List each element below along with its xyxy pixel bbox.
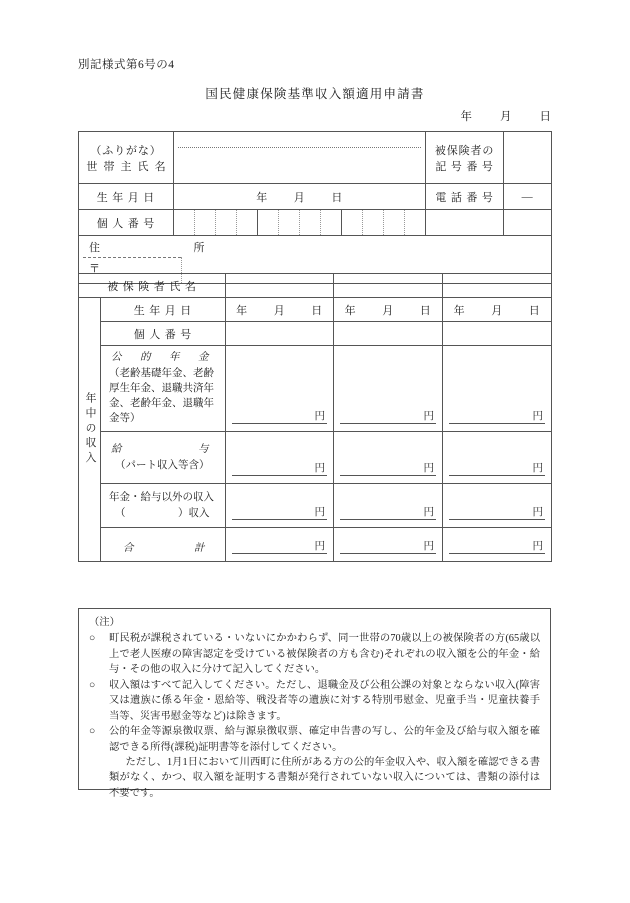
yen-unit: 円 bbox=[423, 411, 434, 422]
amount-underline bbox=[232, 475, 327, 476]
birthdate-day-label: 日 bbox=[331, 191, 343, 204]
yen-unit: 円 bbox=[532, 463, 543, 474]
amount-underline bbox=[449, 423, 545, 424]
other-income-amount-1[interactable] bbox=[226, 484, 334, 528]
householder-name-input[interactable] bbox=[174, 132, 426, 184]
member-mynumber-input-3[interactable] bbox=[443, 322, 552, 346]
notes-heading: （注） bbox=[89, 617, 120, 628]
other-income-amount-2[interactable] bbox=[334, 484, 443, 528]
note-text: 収入額はすべて記入してください。ただし、退職金及び公租公課の対象とならない収入(障害又は遺族に係る年金・恩給等、戦没者等の遺族に対する特別弔慰金、児童手当・児童扶養手当等、災害弔慰金等など)は除きます。 bbox=[109, 679, 540, 722]
member-birthdate-input-1[interactable] bbox=[226, 298, 334, 322]
total-amount-2[interactable] bbox=[334, 528, 443, 562]
yen-unit: 円 bbox=[532, 411, 543, 422]
table-row bbox=[79, 484, 552, 528]
note-item bbox=[89, 724, 540, 801]
table-row bbox=[79, 210, 552, 236]
member-mynumber-input-1[interactable] bbox=[226, 322, 334, 346]
table-row bbox=[79, 432, 552, 484]
date-year-label: 年 bbox=[460, 111, 472, 123]
furigana-dotted-line bbox=[178, 147, 421, 148]
other-income-title: 年金・給与以外の収入 bbox=[109, 492, 214, 504]
yen-unit: 円 bbox=[423, 507, 434, 518]
salary-char-1: 給 bbox=[111, 444, 123, 456]
yen-unit: 円 bbox=[532, 541, 543, 552]
notes-box bbox=[78, 608, 551, 799]
total-title bbox=[109, 533, 219, 556]
address-dotted-line bbox=[83, 257, 181, 258]
note-text-main: 公的年金等源泉徴収票、給与源泉徴収票、確定申告書の写し、公的年金及び給与収入額を確認できる所得(課税)証明書等を添付してください。 bbox=[109, 726, 540, 753]
table-row bbox=[79, 274, 552, 298]
date-day-label: 日 bbox=[539, 111, 551, 123]
yen-unit: 円 bbox=[314, 411, 325, 422]
member-mynumber-label: 個 人 番 号 bbox=[101, 322, 226, 346]
table-row bbox=[79, 298, 552, 322]
amount-underline bbox=[449, 475, 545, 476]
table-row bbox=[79, 528, 552, 562]
public-pension-amount-1[interactable] bbox=[226, 346, 334, 432]
other-income-amount-3[interactable] bbox=[443, 484, 552, 528]
total-amount-3[interactable] bbox=[443, 528, 552, 562]
ymd-month: 月 bbox=[491, 304, 503, 317]
total-amount-1[interactable] bbox=[226, 528, 334, 562]
insured-name-label: 被 保 険 者 氏 名 bbox=[79, 274, 226, 298]
phone-label: 電 話 番 号 bbox=[426, 184, 504, 210]
pension-char-4: 金 bbox=[197, 352, 209, 364]
member-mynumber-input-2[interactable] bbox=[334, 322, 443, 346]
note-trailing-paragraph: ただし、1月1日において川西町に住所がある方の公的年金収入や、収入額を確認できる書類がなく、かつ、収入額を証明する書類が発行されていない収入については、書類の添付は不要です。 bbox=[109, 756, 540, 799]
insured-name-input-1[interactable] bbox=[226, 274, 334, 298]
postal-mark-icon: 〒 bbox=[89, 263, 100, 275]
insured-name-input-3[interactable] bbox=[443, 274, 552, 298]
amount-underline bbox=[449, 553, 545, 554]
total-char-1: 合 bbox=[123, 542, 135, 554]
ymd-day: 日 bbox=[311, 304, 323, 317]
insured-name-input-2[interactable] bbox=[334, 274, 443, 298]
member-birthdate-input-2[interactable] bbox=[334, 298, 443, 322]
yen-unit: 円 bbox=[423, 463, 434, 474]
public-pension-label bbox=[101, 346, 226, 432]
birthdate-label: 生 年 月 日 bbox=[79, 184, 174, 210]
mynumber-spacer-left bbox=[426, 210, 504, 236]
ymd-day: 日 bbox=[528, 304, 541, 317]
amount-underline bbox=[232, 423, 327, 424]
birthdate-input[interactable] bbox=[174, 184, 426, 210]
note-item bbox=[89, 678, 540, 724]
birthdate-year-label: 年 bbox=[256, 191, 268, 204]
insured-symbol-line1: 被保険者の bbox=[434, 144, 495, 157]
table-row bbox=[79, 322, 552, 346]
annual-income-label-cell bbox=[79, 298, 101, 562]
ymd-year: 年 bbox=[344, 304, 357, 317]
ymd-month: 月 bbox=[382, 304, 394, 317]
salary-amount-1[interactable] bbox=[226, 432, 334, 484]
public-pension-amount-2[interactable] bbox=[334, 346, 443, 432]
birthdate-month-label: 月 bbox=[293, 191, 306, 204]
yen-unit: 円 bbox=[314, 541, 325, 552]
ymd-day: 日 bbox=[419, 304, 432, 317]
salary-label bbox=[101, 432, 226, 484]
yen-unit: 円 bbox=[423, 541, 434, 552]
amount-underline bbox=[232, 553, 327, 554]
ymd-year: 年 bbox=[236, 304, 248, 317]
yen-unit: 円 bbox=[314, 463, 325, 474]
mynumber-group[interactable] bbox=[174, 210, 258, 235]
public-pension-title bbox=[109, 350, 219, 365]
amount-underline bbox=[340, 423, 436, 424]
amount-underline bbox=[340, 553, 436, 554]
amount-underline bbox=[340, 475, 436, 476]
salary-amount-2[interactable] bbox=[334, 432, 443, 484]
income-table bbox=[78, 273, 552, 562]
ymd-month: 月 bbox=[273, 304, 286, 317]
table-row bbox=[79, 132, 552, 184]
submission-date-line bbox=[0, 108, 551, 124]
total-label bbox=[101, 528, 226, 562]
salary-amount-3[interactable] bbox=[443, 432, 552, 484]
note-text bbox=[109, 724, 540, 801]
salary-note: （パート収入等含） bbox=[115, 459, 210, 471]
applicant-table bbox=[78, 131, 552, 284]
ymd-year: 年 bbox=[453, 304, 466, 317]
member-birthdate-label: 生 年 月 日 bbox=[101, 298, 226, 322]
householder-name-label-cell bbox=[79, 132, 174, 184]
amount-underline bbox=[449, 519, 545, 520]
bullet-circle-icon: ○ bbox=[89, 726, 96, 738]
public-pension-note: （老齢基礎年金、老齢厚生年金、退職共済年金、老齢年金、退職年金等） bbox=[109, 367, 214, 425]
amount-underline bbox=[340, 519, 436, 520]
householder-label: 世帯主氏名 bbox=[86, 160, 172, 173]
address-label: 住 所 bbox=[89, 242, 215, 254]
other-income-note: （ ）収入 bbox=[115, 507, 210, 519]
table-row bbox=[79, 184, 552, 210]
note-item bbox=[89, 631, 540, 677]
pension-char-3: 年 bbox=[168, 352, 180, 364]
annual-income-vertical-label: 年中の収入 bbox=[84, 392, 96, 467]
yen-unit: 円 bbox=[532, 507, 543, 518]
table-row bbox=[79, 346, 552, 432]
mynumber-spacer-right bbox=[504, 210, 552, 236]
other-income-label bbox=[101, 484, 226, 528]
public-pension-amount-3[interactable] bbox=[443, 346, 552, 432]
member-birthdate-input-3[interactable] bbox=[443, 298, 552, 322]
form-number: 別記様式第6号の4 bbox=[78, 59, 175, 71]
pension-char-1: 公 bbox=[111, 352, 123, 364]
furigana-label: （ふりがな） bbox=[90, 144, 162, 157]
total-char-2: 計 bbox=[193, 542, 205, 554]
page-title: 国民健康保険基準収入額適用申請書 bbox=[205, 87, 425, 101]
insured-symbol-line2: 記 号 番 号 bbox=[435, 160, 494, 173]
mynumber-group[interactable] bbox=[342, 210, 425, 235]
salary-char-2: 与 bbox=[197, 444, 209, 456]
insured-symbol-number-input[interactable] bbox=[504, 132, 552, 184]
insured-symbol-number-label bbox=[426, 132, 504, 184]
mynumber-label: 個 人 番 号 bbox=[79, 210, 174, 236]
salary-title bbox=[109, 442, 219, 457]
amount-underline bbox=[232, 519, 327, 520]
mynumber-input[interactable] bbox=[174, 210, 426, 236]
mynumber-group[interactable] bbox=[258, 210, 342, 235]
phone-input[interactable]: — bbox=[504, 184, 552, 210]
bullet-circle-icon: ○ bbox=[89, 633, 96, 645]
yen-unit: 円 bbox=[314, 507, 325, 518]
pension-char-2: 的 bbox=[139, 352, 152, 364]
note-text: 町民税が課税されている・いないにかかわらず、同一世帯の70歳以上の被保険者の方(65歳以上で老人医療の障害認定を受けている被保険者の方も含む)それぞれの収入額を公的年金・給与・その他の収入に分けて記入してください。 bbox=[109, 633, 540, 676]
bullet-circle-icon: ○ bbox=[89, 679, 96, 691]
date-month-label: 月 bbox=[500, 111, 512, 123]
